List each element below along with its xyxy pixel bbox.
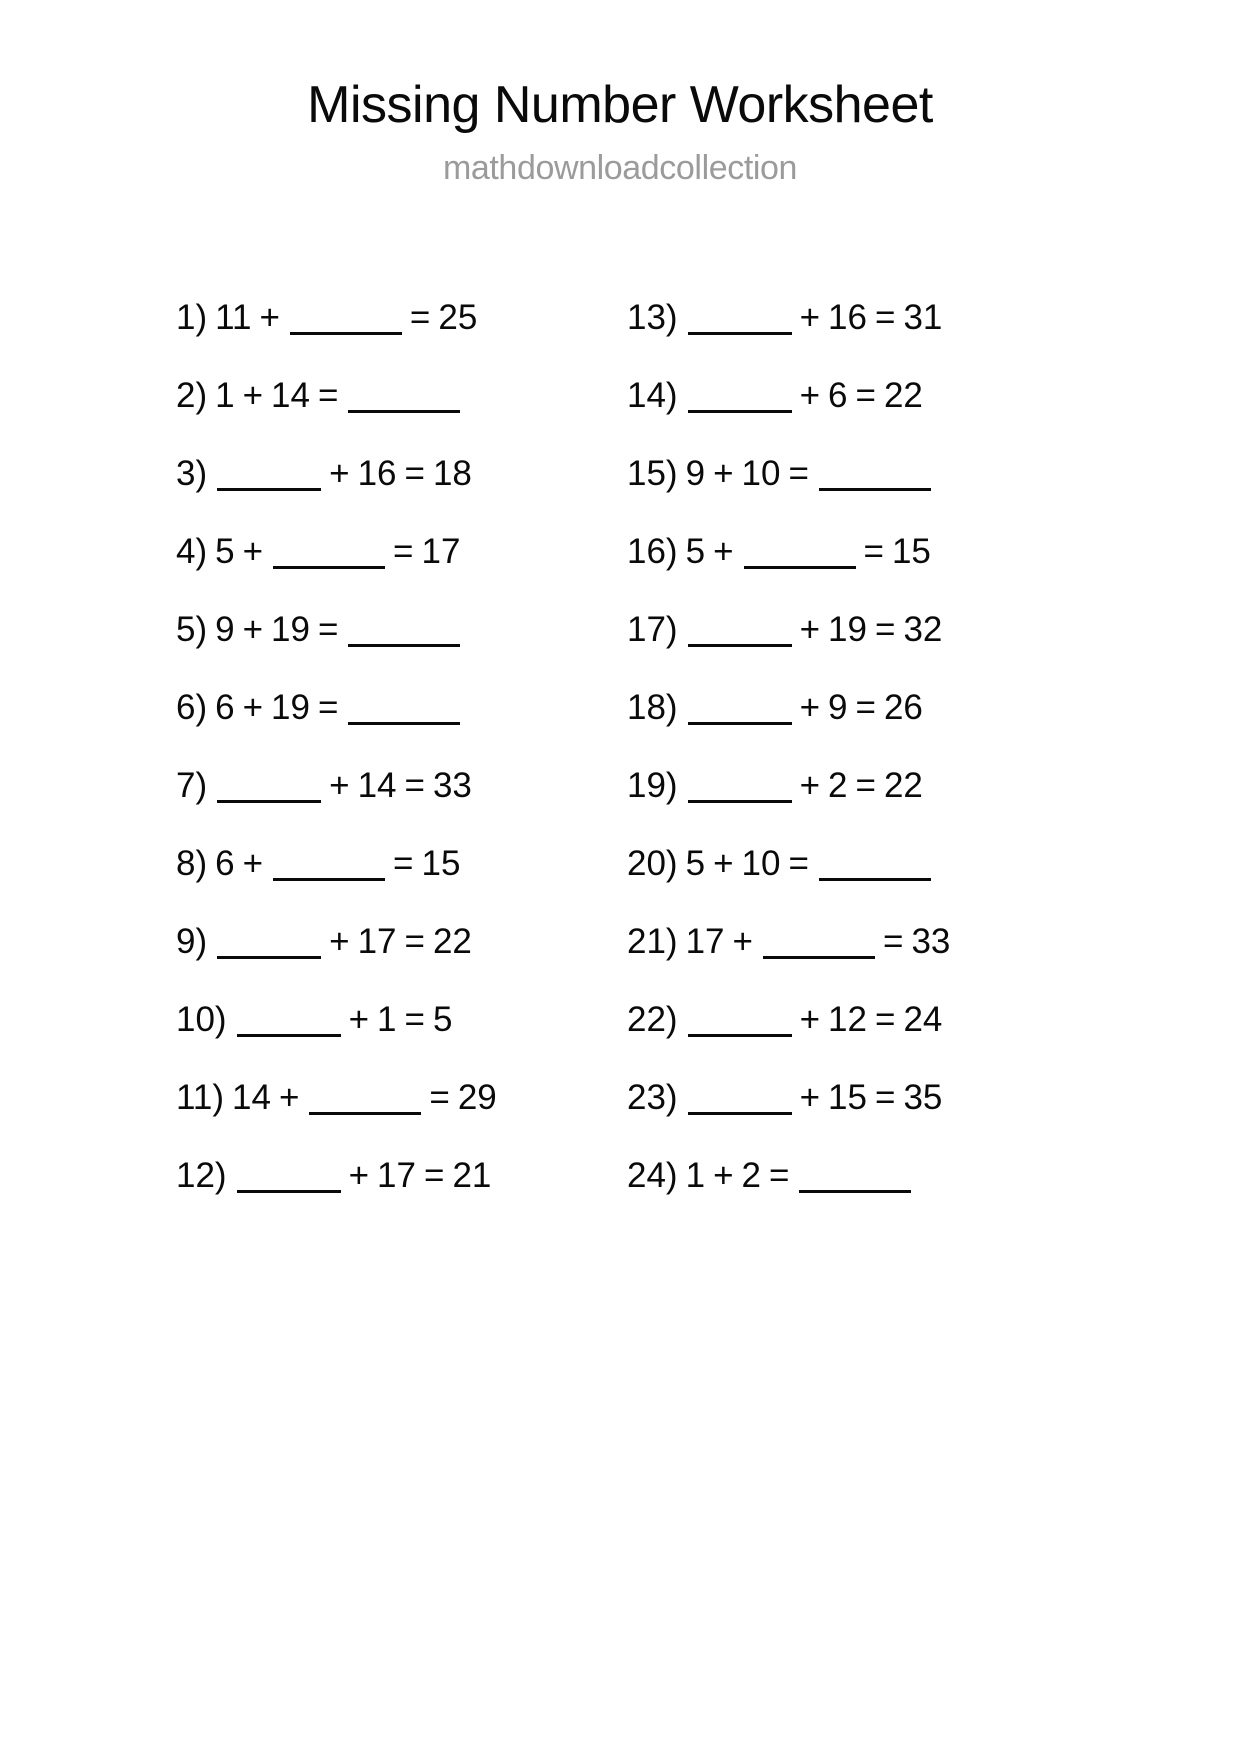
plus-operator: +: [242, 532, 264, 571]
equals-operator: =: [768, 1156, 790, 1195]
problem-row: [627, 378, 1077, 456]
answer-blank-result[interactable]: [799, 1164, 911, 1193]
problem-number: 6): [176, 688, 208, 727]
answer-blank-operand-a[interactable]: [688, 1008, 792, 1037]
operand-b: 2: [828, 766, 848, 805]
result-value: 35: [903, 1078, 943, 1117]
problem-number: 1): [176, 298, 208, 337]
problem-row: [627, 690, 1077, 768]
result-value: 17: [421, 532, 461, 571]
result-value: 22: [883, 766, 923, 805]
operand-b: 1: [377, 1000, 397, 1039]
problem-row: [627, 924, 1077, 1002]
problem-number: 3): [176, 454, 208, 493]
result-value: 15: [421, 844, 461, 883]
answer-blank-result[interactable]: [819, 462, 931, 491]
operand-b: 17: [357, 922, 397, 961]
operand-b: 15: [828, 1078, 867, 1117]
answer-blank-operand-a[interactable]: [688, 1086, 792, 1115]
answer-blank-operand-b[interactable]: [273, 540, 385, 569]
plus-operator: +: [713, 532, 734, 571]
problem-number: 2): [176, 376, 208, 415]
operand-b: 19: [271, 610, 310, 649]
problem-row: [627, 612, 1077, 690]
answer-blank-operand-a[interactable]: [237, 1008, 341, 1037]
plus-operator: +: [242, 844, 264, 883]
problem-number: 15): [627, 454, 678, 493]
plus-operator: +: [278, 1078, 300, 1117]
answer-blank-operand-a[interactable]: [217, 462, 321, 491]
result-value: 21: [452, 1156, 492, 1195]
page-subtitle: mathdownloadcollection: [442, 148, 798, 187]
equals-operator: =: [855, 766, 876, 805]
answer-blank-operand-a[interactable]: [688, 618, 792, 647]
plus-operator: +: [713, 844, 734, 883]
page-title: Missing Number Worksheet: [307, 76, 933, 134]
operand-a: 1: [685, 1156, 706, 1195]
plus-operator: +: [329, 922, 350, 961]
problem-number: 21): [627, 922, 678, 961]
operand-a: 17: [685, 922, 725, 961]
operand-b: 6: [828, 376, 848, 415]
equals-operator: =: [874, 1000, 896, 1039]
problem-number: 23): [627, 1078, 678, 1117]
operand-b: 9: [828, 688, 848, 727]
equals-operator: =: [874, 610, 896, 649]
operand-a: 14: [232, 1078, 271, 1117]
plus-operator: +: [242, 376, 264, 415]
answer-blank-operand-b[interactable]: [309, 1086, 421, 1115]
problem-row: [627, 300, 1077, 378]
plus-operator: +: [348, 1156, 370, 1195]
operand-a: 11: [215, 298, 252, 337]
problem-number: 5): [176, 610, 208, 649]
equals-operator: =: [393, 532, 414, 571]
equals-operator: =: [404, 454, 425, 493]
plus-operator: +: [799, 376, 821, 415]
plus-operator: +: [259, 298, 280, 337]
problem-row: [627, 846, 1077, 924]
problem-row: [176, 456, 626, 534]
operand-a: 5: [685, 532, 706, 571]
problem-row: [176, 846, 626, 924]
operand-a: 9: [215, 610, 235, 649]
problem-number: 12): [176, 1156, 227, 1195]
answer-blank-operand-b[interactable]: [763, 930, 875, 959]
equals-operator: =: [429, 1078, 450, 1117]
operand-a: 5: [685, 844, 706, 883]
answer-blank-operand-b[interactable]: [744, 540, 856, 569]
problem-row: [176, 1158, 626, 1236]
result-value: 24: [903, 1000, 943, 1039]
operand-b: 19: [271, 688, 310, 727]
plus-operator: +: [242, 688, 264, 727]
operand-b: 10: [741, 454, 781, 493]
equals-operator: =: [404, 922, 425, 961]
answer-blank-operand-a[interactable]: [237, 1164, 341, 1193]
result-value: 33: [911, 922, 951, 961]
result-value: 29: [457, 1078, 497, 1117]
operand-a: 1: [215, 376, 235, 415]
result-value: 33: [432, 766, 472, 805]
operand-a: 5: [215, 532, 235, 571]
plus-operator: +: [329, 454, 350, 493]
plus-operator: +: [799, 1000, 821, 1039]
plus-operator: +: [799, 1078, 821, 1117]
plus-operator: +: [348, 1000, 370, 1039]
equals-operator: =: [317, 688, 339, 727]
problem-number: 13): [627, 298, 678, 337]
problem-column-right: [627, 300, 1077, 1236]
problem-number: 22): [627, 1000, 678, 1039]
result-value: 22: [883, 376, 923, 415]
result-value: 32: [903, 610, 943, 649]
problem-row: [176, 612, 626, 690]
operand-b: 10: [741, 844, 781, 883]
problem-row: [627, 1002, 1077, 1080]
equals-operator: =: [317, 376, 339, 415]
problem-number: 24): [627, 1156, 678, 1195]
operand-a: 9: [685, 454, 706, 493]
operand-a: 6: [215, 688, 235, 727]
problem-row: [176, 300, 626, 378]
plus-operator: +: [329, 766, 350, 805]
problem-number: 9): [176, 922, 208, 961]
problem-number: 11): [176, 1078, 224, 1117]
problem-column-left: [176, 300, 626, 1236]
answer-blank-result[interactable]: [348, 696, 460, 725]
equals-operator: =: [409, 298, 431, 337]
problem-number: 8): [176, 844, 208, 883]
equals-operator: =: [404, 1000, 425, 1039]
equals-operator: =: [404, 766, 425, 805]
problem-number: 10): [176, 1000, 227, 1039]
operand-a: 6: [215, 844, 235, 883]
plus-operator: +: [713, 454, 734, 493]
problem-row: [627, 768, 1077, 846]
answer-blank-operand-a[interactable]: [688, 774, 792, 803]
result-value: 22: [432, 922, 472, 961]
worksheet-header: [0, 0, 1240, 186]
problem-row: [176, 690, 626, 768]
operand-b: 16: [357, 454, 397, 493]
problem-row: [176, 768, 626, 846]
answer-blank-result[interactable]: [348, 384, 460, 413]
operand-b: 16: [828, 298, 867, 337]
problem-row: [627, 1158, 1077, 1236]
problem-row: [176, 378, 626, 456]
operand-b: 17: [377, 1156, 416, 1195]
problem-row: [176, 534, 626, 612]
answer-blank-result[interactable]: [819, 852, 931, 881]
answer-blank-operand-a[interactable]: [217, 774, 321, 803]
operand-b: 14: [357, 766, 397, 805]
equals-operator: =: [874, 1078, 896, 1117]
plus-operator: +: [799, 298, 821, 337]
equals-operator: =: [855, 688, 876, 727]
equals-operator: =: [863, 532, 884, 571]
problem-number: 20): [627, 844, 678, 883]
operand-b: 19: [828, 610, 867, 649]
equals-operator: =: [855, 376, 876, 415]
result-value: 18: [432, 454, 472, 493]
problem-row: [176, 1080, 626, 1158]
problem-row: [627, 456, 1077, 534]
plus-operator: +: [799, 688, 821, 727]
answer-blank-operand-b[interactable]: [273, 852, 385, 881]
equals-operator: =: [788, 454, 809, 493]
result-value: 31: [903, 298, 943, 337]
plus-operator: +: [242, 610, 264, 649]
equals-operator: =: [882, 922, 904, 961]
result-value: 25: [438, 298, 478, 337]
problem-number: 19): [627, 766, 678, 805]
plus-operator: +: [799, 610, 821, 649]
problem-row: [176, 924, 626, 1002]
plus-operator: +: [732, 922, 753, 961]
equals-operator: =: [423, 1156, 445, 1195]
problem-number: 16): [627, 532, 678, 571]
operand-b: 14: [271, 376, 310, 415]
plus-operator: +: [713, 1156, 734, 1195]
answer-blank-result[interactable]: [348, 618, 460, 647]
operand-b: 2: [741, 1156, 761, 1195]
problem-number: 7): [176, 766, 208, 805]
answer-blank-operand-a[interactable]: [688, 384, 792, 413]
result-value: 15: [891, 532, 931, 571]
answer-blank-operand-b[interactable]: [290, 306, 402, 335]
answer-blank-operand-a[interactable]: [217, 930, 321, 959]
problem-row: [627, 534, 1077, 612]
problem-number: 17): [627, 610, 678, 649]
problem-number: 4): [176, 532, 208, 571]
problem-grid: [0, 300, 1240, 1236]
plus-operator: +: [799, 766, 821, 805]
equals-operator: =: [317, 610, 339, 649]
result-value: 5: [432, 1000, 453, 1039]
equals-operator: =: [393, 844, 414, 883]
problem-row: [627, 1080, 1077, 1158]
problem-row: [176, 1002, 626, 1080]
equals-operator: =: [874, 298, 896, 337]
problem-number: 18): [627, 688, 678, 727]
answer-blank-operand-a[interactable]: [688, 696, 792, 725]
equals-operator: =: [788, 844, 809, 883]
answer-blank-operand-a[interactable]: [688, 306, 792, 335]
result-value: 26: [883, 688, 923, 727]
problem-number: 14): [627, 376, 678, 415]
operand-b: 12: [828, 1000, 867, 1039]
